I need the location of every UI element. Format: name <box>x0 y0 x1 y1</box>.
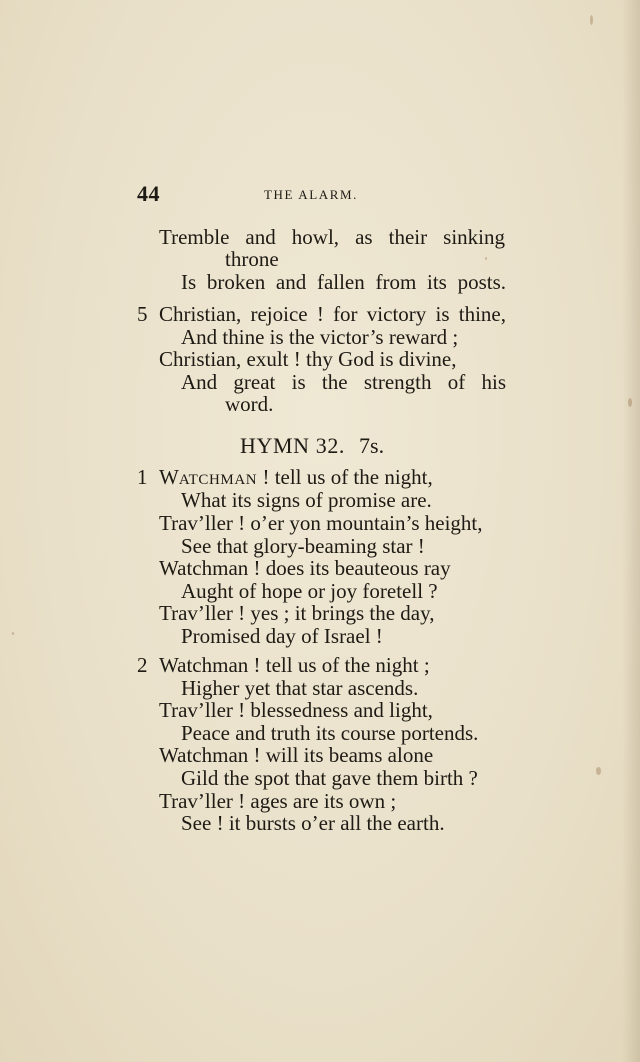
verse-line: Watchman ! does its beauteous ray <box>159 556 451 580</box>
small-caps-rest: ATCHMAN <box>178 472 258 488</box>
first-line-rest: ! tell us of the night, <box>257 465 433 489</box>
verse-line: What its signs of promise are. <box>181 488 432 512</box>
verse-line: word. <box>225 392 274 416</box>
paper-speck <box>628 398 632 407</box>
paper-speck <box>596 767 601 775</box>
verse-line: See that glory-beaming star ! <box>181 534 425 558</box>
page-edge-shadow <box>622 0 640 1062</box>
verse-line: Promised day of Israel ! <box>181 624 383 648</box>
hymn-title: HYMN 32. <box>240 433 346 458</box>
stanza-number: 2 <box>137 653 148 677</box>
verse-line: Gild the spot that gave them birth ? <box>181 766 478 790</box>
verse-line: See ! it bursts o’er all the earth. <box>181 811 445 835</box>
verse-line: Watchman ! tell us of the night ; <box>159 653 430 677</box>
verse-line: Trav’ller ! ages are its own ; <box>159 789 397 813</box>
verse-line: Christian, exult ! thy God is divine, <box>159 347 457 371</box>
running-title: THE ALARM. <box>264 187 358 202</box>
verse-line: Is broken and fallen from its posts. <box>181 270 506 294</box>
stanza-number: 5 <box>137 302 148 326</box>
verse-line: And great is the strength of his <box>181 370 506 394</box>
verse-line: And thine is the victor’s reward ; <box>181 325 459 349</box>
verse-line: Trav’ller ! yes ; it brings the day, <box>159 601 435 625</box>
verse-line: Tremble and howl, as their sinking <box>159 225 505 249</box>
verse-line: Peace and truth its course portends. <box>181 721 479 745</box>
paper-speck <box>590 15 593 25</box>
small-caps-initial: W <box>159 465 179 489</box>
verse-line: Christian, rejoice ! for victory is thine, <box>159 302 506 326</box>
verse-line: Watchman ! will its beams alone <box>159 743 434 767</box>
hymn-meter: 7s. <box>359 433 385 458</box>
paper-speck <box>12 632 14 635</box>
verse-line: Trav’ller ! blessedness and light, <box>159 698 433 722</box>
verse-line: throne <box>225 247 279 271</box>
verse-line: Higher yet that star ascends. <box>181 676 419 700</box>
hymn-heading <box>240 433 384 459</box>
verse-line: Aught of hope or joy foretell ? <box>181 579 438 603</box>
stanza-number: 1 <box>137 465 148 489</box>
verse-line: Trav’ller ! o’er yon mountain’s height, <box>159 511 483 535</box>
paper-speck <box>485 257 487 260</box>
page-number: 44 <box>137 181 160 206</box>
